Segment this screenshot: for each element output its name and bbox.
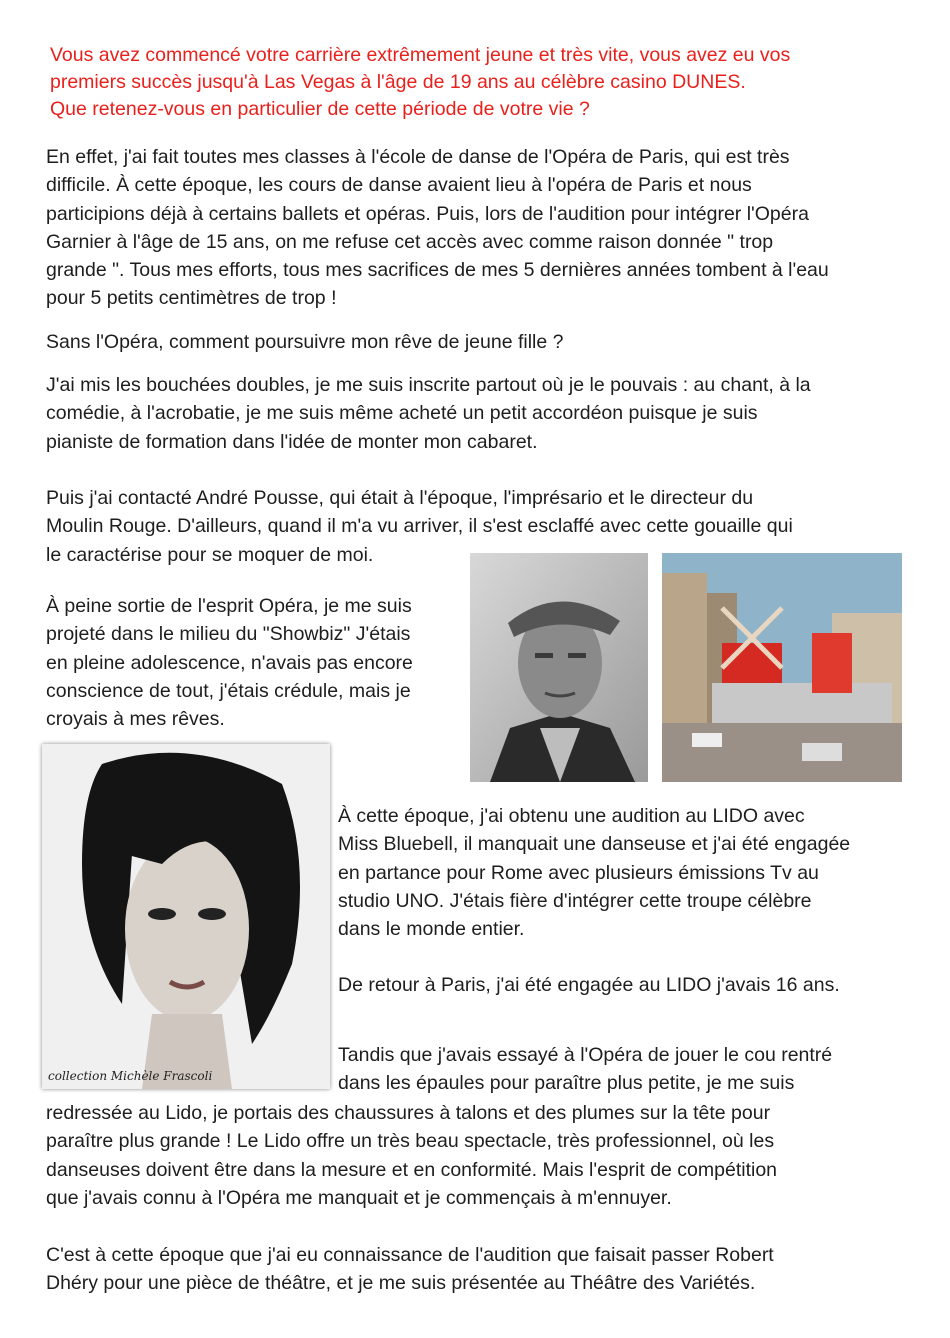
paragraph-lido-wrap: Tandis que j'avais essayé à l'Opéra de jouer le cou rentré dans les épaules pour paraître plus petite, je me suis [338,1044,833,1095]
moulin-rouge-photo [662,553,902,782]
paragraph-opera-school: En effet, j'ai fait toutes mes classes à l'école de danse de l'Opéra de Paris, qui est très difficile. À cette époque, les cours de danse avaient lieu à l'opéra de Paris et nous participions déjà à certains ballets et opéras. Puis, lors de l'audition pour intégrer l'Opéra Garnier à l'âge de 15 ans, on me refuse cet accès avec comme raison donnée " trop grande ". Tous mes efforts, tous mes sacrifices de mes 5 dernières années tombent à l'eau pour 5 petits centimètres de trop ! [46,146,829,310]
paragraph-robert-dhery: C'est à cette époque que j'ai eu connaissance de l'audition que faisait passer Robert Dhéry pour une pièce de théâtre, et je me suis présentée au Théâtre des Variétés. [46,1244,774,1295]
paragraph-dream-question: Sans l'Opéra, comment poursuivre mon rêve de jeune fille ? [46,331,564,353]
portrait-photo [42,744,330,1089]
portrait-caption: collection Michèle Frascoli [48,1069,213,1083]
paragraph-andre-pousse: Puis j'ai contacté André Pousse, qui était à l'époque, l'imprésario et le directeur du Moulin Rouge. D'ailleurs, quand il m'a vu arriver, il s'est esclaffé avec cette gouaille qui le caractérise pour se moquer de moi. [46,487,793,566]
paragraph-lido-spectacle: redressée au Lido, je portais des chaussures à talons et des plumes sur la tête pour paraître plus grande ! Le Lido offre un très beau spectacle, très professionnel, où les danseuses doivent être dans la mesure et en conformité. Mais l'esprit de compétition que j'avais connu à l'Opéra me manquait et je commençais à m'ennuyer. [46,1102,778,1209]
paragraph-return-paris: De retour à Paris, j'ai été engagée au LIDO j'avais 16 ans. [338,974,840,996]
paragraph-lido-audition: À cette époque, j'ai obtenu une audition au LIDO avec Miss Bluebell, il manquait une danseuse et j'ai été engagée en partance pour Rome avec plusieurs émissions Tv au studio UNO. J'étais fière d'intégrer cette troupe célèbre dans le monde entier. [338,805,851,941]
andre-pousse-photo [470,553,648,782]
paragraph-showbiz: À peine sortie de l'esprit Opéra, je me suis projeté dans le milieu du "Showbiz" J'étais en pleine adolescence, n'avais pas encore conscience de tout, j'étais crédule, mais je croyais à mes rêves. [46,595,413,731]
question-text: Vous avez commencé votre carrière extrêmement jeune et très vite, vous avez eu vos premiers succès jusqu'à Las Vegas à l'âge de 19 ans au célèbre casino DUNES. Que retenez-vous en particulier de cette période de votre vie ? [50,44,791,120]
paragraph-training: J'ai mis les bouchées doubles, je me suis inscrite partout où je le pouvais : au chant, à la comédie, à l'acrobatie, je me suis même acheté un petit accordéon puisque je suis pianiste de formation dans l'idée de monter mon cabaret. [46,374,811,453]
